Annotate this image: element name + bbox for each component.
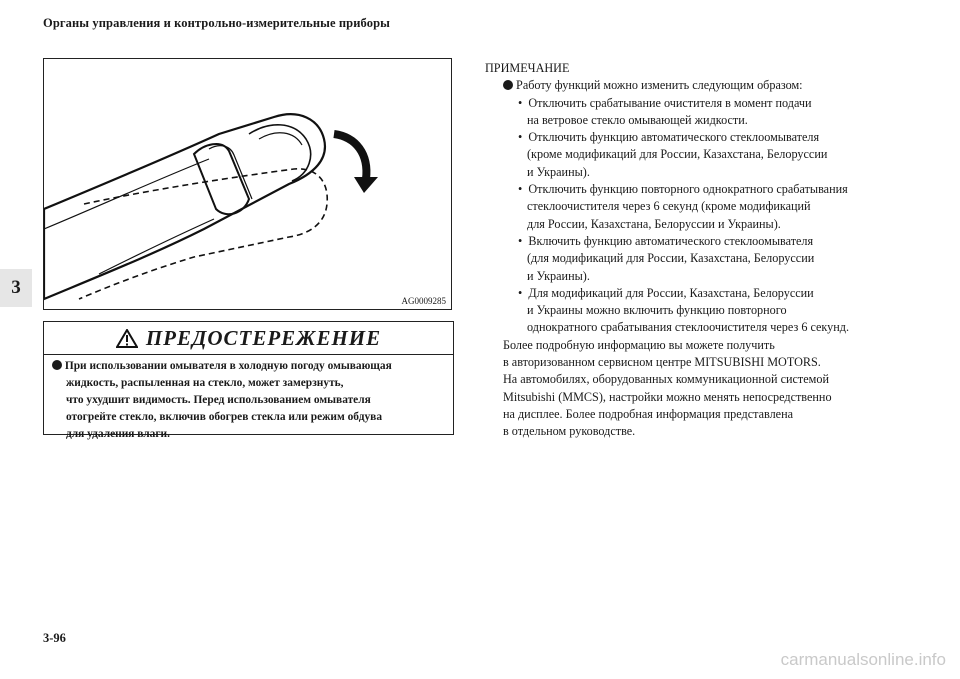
note-item-line: на ветровое стекло омывающей жидкости. <box>527 112 748 127</box>
warning-line: отогрейте стекло, включив обогрев стекла или режим обдува <box>66 411 383 423</box>
warning-box <box>43 321 454 440</box>
warning-header <box>44 322 453 355</box>
note-item-line: и Украины). <box>527 268 590 283</box>
bullet-dot-icon <box>52 360 62 370</box>
note-outro-line: в авторизованном сервисном центре MITSUBISHI MOTORS. <box>503 355 821 370</box>
note-item-line: однократного срабатывания стеклоочистителя через 6 секунд. <box>527 320 850 335</box>
warning-body <box>52 358 445 443</box>
page-header-title: Органы управления и контрольно-измерительные приборы <box>43 16 390 30</box>
note-intro: Работу функций можно изменить следующим образом: <box>485 77 915 94</box>
page-number: 3-96 <box>43 631 66 645</box>
note-section <box>485 60 915 441</box>
note-outro-line: в отдельном руководстве. <box>503 424 636 439</box>
figure-code: AG0009285 <box>401 296 446 306</box>
watermark-text: carmanualsonline.info <box>780 650 946 669</box>
warning-line: для удаления влаги. <box>66 428 170 440</box>
warning-line: жидкость, распыленная на стекло, может замерзнуть, <box>66 377 344 389</box>
note-item-line: стеклоочистителя через 6 секунд (кроме модификаций <box>527 199 811 214</box>
note-item: • Отключить функцию автоматического стеклоомывателя <box>518 130 820 145</box>
warning-title: ПРЕДОСТЕРЕЖЕНИЕ <box>145 325 382 350</box>
note-item-line: (для модификаций для России, Казахстана, Белоруссии <box>527 251 815 266</box>
bullet-dot-icon <box>503 80 513 90</box>
warning-triangle-icon <box>116 329 138 348</box>
chapter-tab: 3 <box>0 269 32 307</box>
warning-line: что ухудшит видимость. Перед использованием омывателя <box>66 394 371 406</box>
note-item: • Включить функцию автоматического стеклоомывателя <box>518 233 814 248</box>
note-item: • Для модификаций для России, Казахстана, Белоруссии <box>518 285 814 300</box>
note-item: • Отключить функцию повторного однократного срабатывания <box>518 182 848 197</box>
illustration-figure <box>43 58 452 310</box>
note-item-line: и Украины можно включить функцию повторного <box>527 303 787 318</box>
note-item-line: (кроме модификаций для России, Казахстана, Белоруссии <box>527 147 828 162</box>
note-outro-line: На автомобилях, оборудованных коммуникационной системой <box>503 372 829 387</box>
note-heading: ПРИМЕЧАНИЕ <box>485 61 570 75</box>
warning-line: При использовании омывателя в холодную погоду омывающая <box>52 358 445 375</box>
note-outro-line: Mitsubishi (MMCS), настройки можно менять непосредственно <box>503 389 832 404</box>
wiper-lever-illustration <box>44 59 452 310</box>
note-item-line: и Украины). <box>527 164 590 179</box>
note-item-line: для России, Казахстана, Белоруссии и Украины). <box>527 216 781 231</box>
note-outro-line: Более подробную информацию вы можете получить <box>503 337 775 352</box>
note-outro-line: на дисплее. Более подробная информация представлена <box>503 406 793 421</box>
note-item: • Отключить срабатывание очистителя в момент подачи <box>518 95 812 110</box>
